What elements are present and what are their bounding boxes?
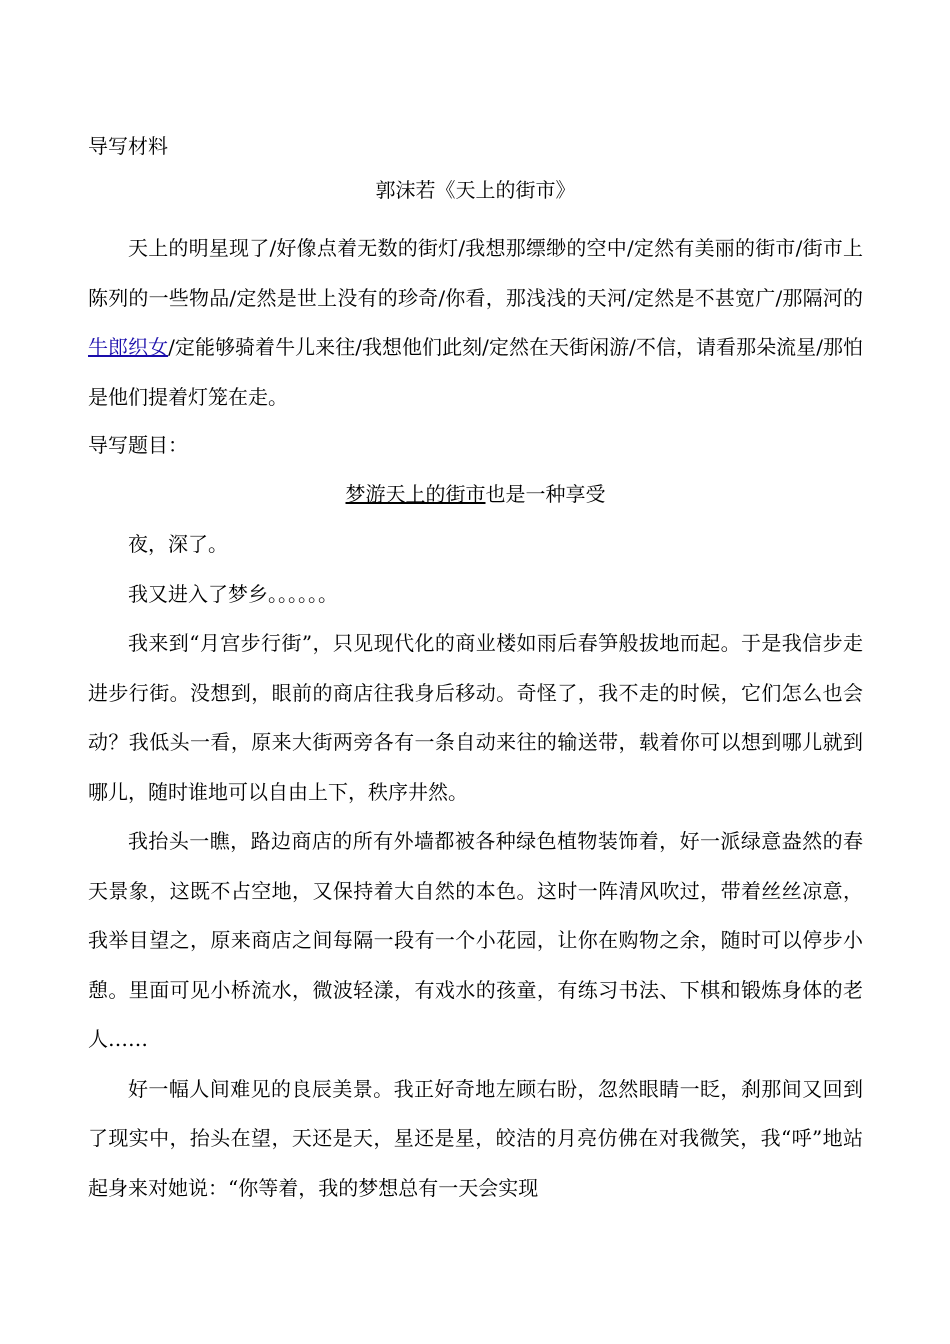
niulang-zhinv-link[interactable]: 牛郎织女 — [88, 335, 169, 359]
material-label: 导写材料 — [88, 134, 168, 158]
poem-title: 郭沫若《天上的街市》 — [375, 178, 576, 202]
poem-text-before-link: 天上的明星现了/好像点着无数的街灯/我想那缥缈的空中/定然有美丽的街市/街市上陈列的一些物品/定然是世上没有的珍奇/你看，那浅浅的天河/定然是不甚宽广/那隔河的 — [88, 236, 863, 310]
essay-paragraph-2: 我又进入了梦乡。。。。。。 — [128, 581, 338, 606]
essay-paragraph-1: 夜，深了。 — [128, 532, 228, 556]
essay-paragraph-4: 我抬头一瞧，路边商店的所有外墙都被各种绿色植物装饰着，好一派绿意盎然的春天景象，这既不占空地，又保持着大自然的本色。这时一阵清风吹过，带着丝丝凉意，我举目望之，原来商店之间每隔一段有一个小花园，让你在购物之余，随时可以停步小憩。里面可见小桥流水，微波轻漾，有戏水的孩童，有练习书法、下棋和锻炼身体的老人…… — [88, 829, 863, 1051]
prompt-label: 导写题目： — [88, 433, 188, 457]
poem-paragraph — [88, 224, 863, 422]
poem-text-after-link: /定能够骑着牛儿来往/我想他们此刻/定然在天街闲游/不信，请看那朵流星/那怕是他们提着灯笼在走。 — [88, 335, 864, 409]
essay-paragraph-5: 好一幅人间难见的良辰美景。我正好奇地左顾右盼，忽然眼睛一眨，刹那间又回到了现实中，抬头在望，天还是天，星还是星，皎洁的月亮仿佛在对我微笑，我“呼”地站起身来对她说：“你等着，我的梦想总有一天会实现 — [88, 1076, 863, 1200]
essay-title — [88, 468, 863, 520]
essay-title-underlined: 梦游天上的街市 — [345, 482, 486, 506]
essay-paragraph-3: 我来到“月宫步行街”，只见现代化的商业楼如雨后春笋般拔地而起。于是我信步走进步行街。没想到，眼前的商店往我身后移动。奇怪了，我不走的时候，它们怎么也会动？我低头一看，原来大街两旁各有一条自动来往的输送带，载着你可以想到哪儿就到哪儿，随时谁地可以自由上下，秩序井然。 — [88, 631, 863, 804]
essay-title-rest: 也是一种享受 — [485, 482, 606, 506]
document-page — [88, 128, 863, 1213]
